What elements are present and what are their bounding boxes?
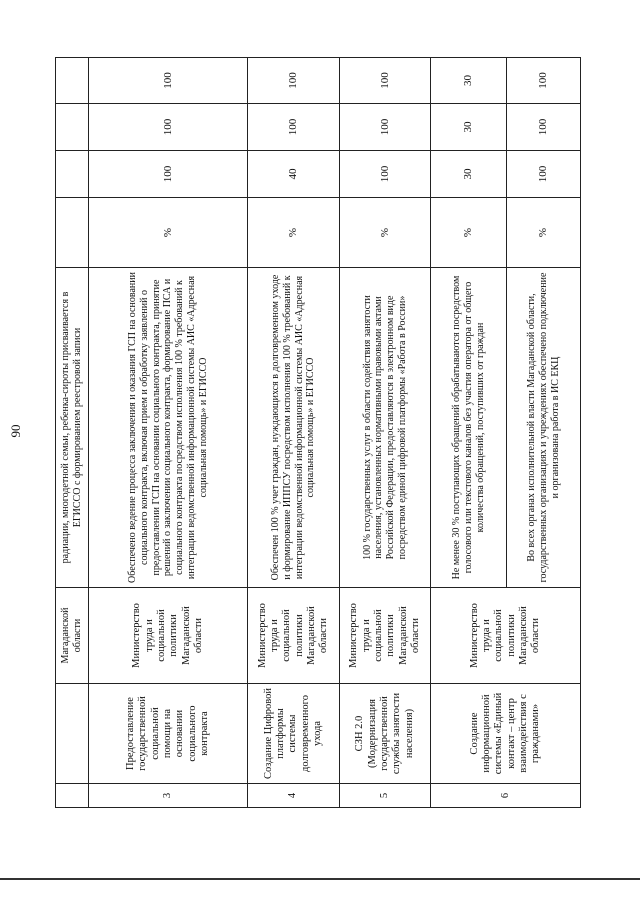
expected-result: Обеспечено ведение процесса заключения и оказания ГСП на основании социального контракта, включая прием и обработку заявлений о предоставлении ГСП на основании социального контракта, принятие решений о заключении социального контракта, формирование ПСА и социального контракта посредством исполнения 100 % требований к интеграции ведомственной информационной системы АИС «Адресная социальная помощь» и ЕГИССО bbox=[89, 268, 248, 588]
row-number: 6 bbox=[431, 784, 581, 808]
value-year-3: 100 bbox=[89, 58, 248, 104]
unit: % bbox=[431, 198, 507, 268]
page-number: 90 bbox=[8, 424, 23, 438]
measure-name: Предоставление государственной социальной помощи на основании социального контракта bbox=[89, 684, 248, 784]
bottom-rule bbox=[0, 878, 640, 880]
measure-name: СЗН 2.0 (Модернизация государственной службы занятости населения) bbox=[340, 684, 431, 784]
table-row bbox=[340, 58, 431, 808]
expected-result: Не менее 30 % поступающих обращений обрабатываются посредством голосового или текстового каналов без участия оператора от общего количества обращений, поступивших от граждан bbox=[431, 268, 507, 588]
value-year-2: 100 bbox=[340, 104, 431, 151]
value-year-3: 100 bbox=[340, 58, 431, 104]
responsible-body: Министерство труда и социальной политики Магаданской области bbox=[248, 588, 340, 684]
value-year-3: 30 bbox=[431, 58, 507, 104]
value-year-2: 30 bbox=[431, 104, 507, 151]
value-year-2: 100 bbox=[507, 104, 581, 151]
unit: % bbox=[340, 198, 431, 268]
row-number: 4 bbox=[248, 784, 340, 808]
table-row bbox=[248, 58, 340, 808]
value-year-1: 100 bbox=[507, 151, 581, 198]
value-year-2: 100 bbox=[248, 104, 340, 151]
value-year-2: 100 bbox=[89, 104, 248, 151]
row-number: 5 bbox=[340, 784, 431, 808]
value-year-1: 100 bbox=[340, 151, 431, 198]
responsible-body: Министерство труда и социальной политики Магаданской области bbox=[431, 588, 581, 684]
responsible-body: Министерство труда и социальной политики Магаданской области bbox=[340, 588, 431, 684]
expected-result: Во всех органах исполнительной власти Магаданской области, государственных организациях и учреждениях обеспечено подключение и организована работа в ИС ЕКЦ bbox=[507, 268, 581, 588]
measure-name: Создание информационной системы «Единый контакт – центр взаимодействия с гражданами» bbox=[431, 684, 581, 784]
continuation-row bbox=[56, 58, 89, 808]
expected-result: 100 % государственных услуг в области содействия занятости населения, установленных нормативными правовыми актами Российской Федерации, предоставляются в электронном виде посредством единой цифровой платформы «Работа в России» bbox=[340, 268, 431, 588]
continuation-responsible: Магаданской области bbox=[56, 588, 89, 684]
table-row bbox=[89, 58, 248, 808]
unit: % bbox=[248, 198, 340, 268]
value-year-1: 100 bbox=[89, 151, 248, 198]
unit: % bbox=[507, 198, 581, 268]
table-row bbox=[431, 58, 507, 808]
expected-result: Обеспечен 100 % учет граждан, нуждающихся в долговременном уходе и формирование ИППСУ посредством исполнения 100 % требований к интеграции ведомственной информационной системы АИС «Адресная социальная помощь» и ЕГИССО bbox=[248, 268, 340, 588]
value-year-1: 30 bbox=[431, 151, 507, 198]
measure-name: Создание Цифровой платформы системы долговременного ухода bbox=[248, 684, 340, 784]
row-number: 3 bbox=[89, 784, 248, 808]
value-year-3: 100 bbox=[248, 58, 340, 104]
value-year-1: 40 bbox=[248, 151, 340, 198]
plan-table bbox=[55, 57, 581, 808]
plan-table-wrapper bbox=[55, 58, 581, 808]
continuation-result: радиации, многодетной семьи, ребенка-сироты присваивается в ЕГИССО с формированием реестровой записи bbox=[56, 268, 89, 588]
unit: % bbox=[89, 198, 248, 268]
value-year-3: 100 bbox=[507, 58, 581, 104]
responsible-body: Министерство труда и социальной политики Магаданской области bbox=[89, 588, 248, 684]
